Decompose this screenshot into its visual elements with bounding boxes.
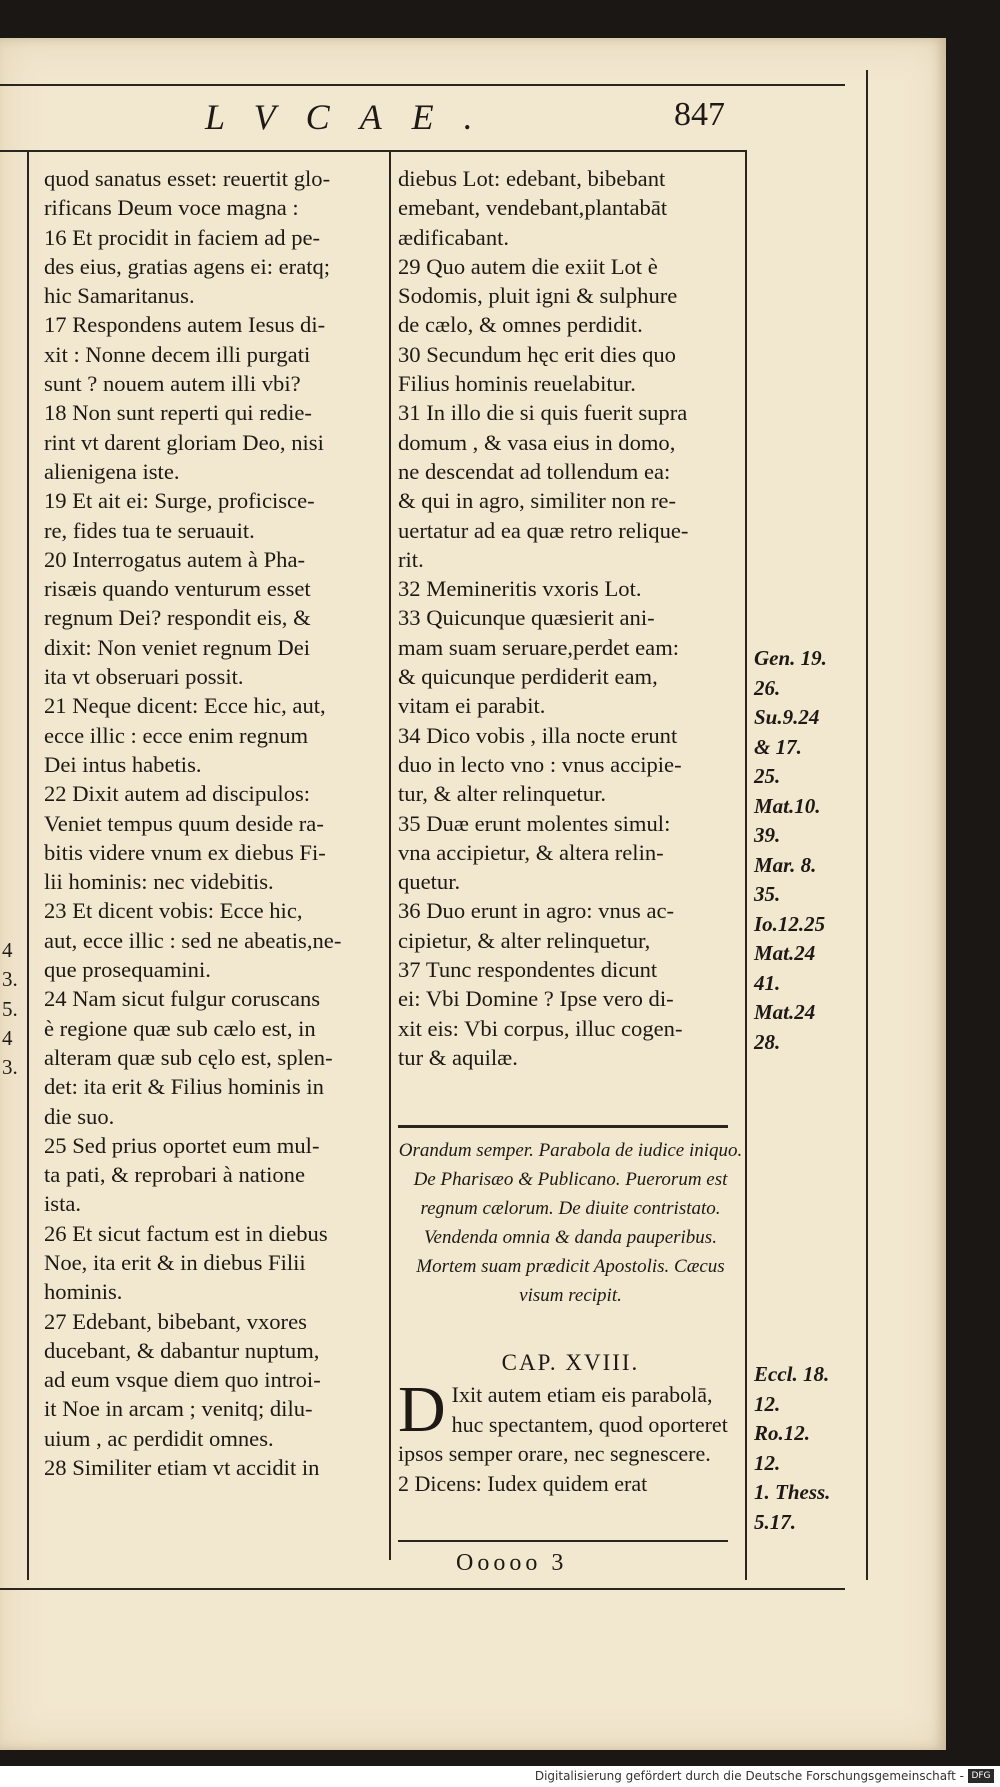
text-line: 20 Interrogatus autem à Pha- <box>44 546 305 572</box>
bottom-rule <box>0 1588 845 1590</box>
drop-capital: D <box>398 1373 446 1446</box>
text-line: Noe, ita erit & in diebus Filii <box>44 1249 306 1275</box>
text-line: 29 Quo autem die exiit Lot è <box>398 253 658 279</box>
chapter-opening-verse: Ixit autem etiam eis parabolā, huc spectantem, quod oporteret ipsos semper orare, nec segnescere. <box>398 1382 728 1466</box>
text-line: lii hominis: nec videbitis. <box>44 869 274 895</box>
chapter-summary-rule <box>398 1125 728 1128</box>
text-line: ei: Vbi Domine ? Ipse vero di- <box>398 986 674 1012</box>
margin-mark: 3. <box>2 1055 18 1080</box>
text-line: domum , & vasa eius in domo, <box>398 429 676 455</box>
text-line: vna accipietur, & altera relin- <box>398 839 664 865</box>
text-line: 19 Et ait ei: Surge, proficisce- <box>44 488 315 514</box>
text-line: 30 Secundum hęc erit dies quo <box>398 341 676 367</box>
text-line: 28 Similiter etiam vt accidit in <box>44 1455 320 1481</box>
chapter-heading: CAP. XVIII. <box>501 1350 640 1375</box>
text-line: de cælo, & omnes perdidit. <box>398 312 643 338</box>
text-line: Dei intus habetis. <box>44 751 202 777</box>
margin-reference: Mar. 8. <box>754 852 817 877</box>
text-line: ne descendat ad tollendum ea: <box>398 458 671 484</box>
column-divider <box>389 150 391 1560</box>
text-line: 18 Non sunt reperti qui redie- <box>44 400 312 426</box>
text-line: hic Samaritanus. <box>44 283 195 309</box>
text-line: rificans Deum voce magna : <box>44 195 299 221</box>
text-line: 21 Neque dicent: Ecce hic, aut, <box>44 693 326 719</box>
margin-reference: 12. <box>754 1391 781 1416</box>
text-line: xit : Nonne decem illi purgati <box>44 341 311 367</box>
text-line: alteram quæ sub cęlo est, splen- <box>44 1044 333 1070</box>
text-line: 31 In illo die si quis fuerit supra <box>398 400 688 426</box>
text-line: duo in lecto vno : vnus accipie- <box>398 751 682 777</box>
margin-reference: Io.12.25 <box>754 911 826 936</box>
text-line: 34 Dico vobis , illa nocte erunt <box>398 722 678 748</box>
text-line: dixit: Non veniet regnum Dei <box>44 634 311 660</box>
signature-mark: Ooooo 3 <box>456 1550 568 1576</box>
text-line: quod sanatus esset: reuertit glo- <box>44 166 331 191</box>
text-line: ita vt obseruari possit. <box>44 664 244 690</box>
text-line: sunt ? nouem autem illi vbi? <box>44 371 301 397</box>
text-line: 36 Duo erunt in agro: vnus ac- <box>398 898 675 924</box>
text-line: 35 Duæ erunt molentes simul: <box>398 810 671 836</box>
text-line: vitam ei parabit. <box>398 693 546 719</box>
margin-reference: Mat.24 <box>754 1000 816 1024</box>
text-line: & quicunque perdiderit eam, <box>398 664 658 690</box>
text-line: ad eum vsque diem quo introi- <box>44 1367 321 1393</box>
outer-right-rule <box>745 150 747 1580</box>
text-line: uertatur ad ea quæ retro relique- <box>398 517 689 543</box>
right-text-column <box>398 164 743 1072</box>
text-line: tur, & alter relinquetur. <box>398 781 607 807</box>
margin-reference: 25. <box>754 764 781 788</box>
margin-reference: Eccl. 18. <box>754 1362 830 1386</box>
text-line: tur & aquilæ. <box>398 1044 518 1070</box>
text-line: mam suam seruare,perdet eam: <box>398 634 680 660</box>
text-line: ædificabant. <box>398 224 510 250</box>
margin-mark: 3. <box>2 967 18 992</box>
text-line: risæis quando venturum esset <box>44 576 311 602</box>
text-line: 33 Quicunque quæsierit ani- <box>398 605 655 631</box>
text-line: des eius, gratias agens ei: eratq; <box>44 253 331 279</box>
margin-reference: & 17. <box>754 734 802 759</box>
text-line: 26 Et sicut factum est in diebus <box>44 1220 328 1246</box>
text-line: ista. <box>44 1191 82 1217</box>
text-line: ecce illic : ecce enim regnum <box>44 722 309 748</box>
text-line: 32 Memineritis vxoris Lot. <box>398 576 642 602</box>
margin-reference: 12. <box>754 1450 781 1475</box>
chapter-summary: Orandum semper. Parabola de iudice iniquo. De Pharisæo & Publicano. Puerorum est regnum cælorum. De diuite contristato. Vendenda omnia & danda pauperibus. Mortem suam prædicit Apostolis. Cæcus visum recipit. <box>398 1140 743 1306</box>
text-line: 16 Et procidit in faciem ad pe- <box>44 224 321 250</box>
text-line: quetur. <box>398 869 461 895</box>
margin-mark: 4 <box>2 1025 13 1050</box>
margin-reference: 1. Thess. <box>754 1480 831 1504</box>
text-line: rint vt darent gloriam Deo, nisi <box>44 429 324 455</box>
margin-reference: 26. <box>754 675 781 700</box>
text-line: cipietur, & alter relinquetur, <box>398 927 651 953</box>
text-line: è regione quæ sub cælo est, in <box>44 1015 316 1041</box>
text-line: re, fides tua te seruauit. <box>44 517 255 543</box>
text-line: Veniet tempus quum deside ra- <box>44 810 324 836</box>
text-line: & qui in agro, similiter non re- <box>398 488 676 514</box>
margin-reference: Gen. 19. <box>754 646 827 670</box>
margin-reference: Su.9.24 <box>754 705 820 729</box>
text-line: diebus Lot: edebant, bibebant <box>398 166 666 191</box>
margin-references <box>754 644 854 1057</box>
chapter-text <box>398 1373 743 1498</box>
text-line: 37 Tunc respondentes dicunt <box>398 957 658 983</box>
outer-left-rule <box>27 150 29 1580</box>
text-line: alienigena iste. <box>44 458 180 484</box>
text-line: ducebant, & dabantur nuptum, <box>44 1337 320 1363</box>
margin-reference: 39. <box>754 823 781 847</box>
left-text-column <box>44 164 382 1482</box>
text-line: it Noe in arcam ; venitq; dilu- <box>44 1396 313 1422</box>
margin-mark: 5. <box>2 996 18 1021</box>
text-line: 25 Sed prius oportet eum mul- <box>44 1132 320 1158</box>
margin-reference: Ro.12. <box>754 1421 811 1445</box>
margin-references-lower <box>754 1360 854 1537</box>
text-line: Sodomis, pluit igni & sulphure <box>398 283 678 309</box>
left-margin-marks <box>2 936 22 1082</box>
margin-reference: 28. <box>754 1029 781 1054</box>
margin-reference: 5.17. <box>754 1509 796 1534</box>
text-line: emebant, vendebant,plantabāt <box>398 195 668 221</box>
margin-reference: Mat.10. <box>754 793 821 818</box>
dfg-credit-text: Digitalisierung gefördert durch die Deutsche Forschungsgemeinschaft - <box>534 1769 964 1783</box>
margin-mark: 4 <box>2 938 13 962</box>
text-line: det: ita erit & Filius hominis in <box>44 1074 324 1100</box>
running-title: LVCAE. <box>205 97 503 137</box>
chapter-verse-2: 2 Dicens: Iudex quidem erat <box>398 1470 648 1496</box>
digitization-credit-bar <box>0 1766 1000 1787</box>
text-line: bitis videre vnum ex diebus Fi- <box>44 839 326 865</box>
margin-reference: Mat.24 <box>754 941 816 965</box>
dfg-logo: DFG <box>968 1769 994 1783</box>
text-line: que prosequamini. <box>44 957 211 983</box>
margin-rule <box>866 70 868 1580</box>
text-line: 24 Nam sicut fulgur coruscans <box>44 986 321 1012</box>
text-line: die suo. <box>44 1103 115 1129</box>
text-line: 27 Edebant, bibebant, vxores <box>44 1308 307 1334</box>
footer-rule <box>398 1540 728 1542</box>
text-line: ta pati, & reprobari à natione <box>44 1162 305 1188</box>
text-line: aut, ecce illic : sed ne abeatis,ne- <box>44 927 342 953</box>
text-line: regnum Dei? respondit eis, & <box>44 605 311 631</box>
margin-reference: 41. <box>754 970 781 995</box>
text-line: Filius hominis reuelabitur. <box>398 371 636 397</box>
text-line: uium , ac perdidit omnes. <box>44 1425 274 1451</box>
margin-reference: 35. <box>754 882 781 906</box>
text-line: xit eis: Vbi corpus, illuc cogen- <box>398 1015 683 1041</box>
text-line: 23 Et dicent vobis: Ecce hic, <box>44 898 303 924</box>
text-line: rit. <box>398 546 424 572</box>
title-underline-rule <box>0 150 745 152</box>
text-line: 22 Dixit autem ad discipulos: <box>44 781 311 807</box>
page-number: 847 <box>674 96 725 133</box>
text-line: 17 Respondens autem Iesus di- <box>44 312 326 338</box>
text-line: hominis. <box>44 1279 123 1305</box>
header-rule <box>0 84 845 86</box>
